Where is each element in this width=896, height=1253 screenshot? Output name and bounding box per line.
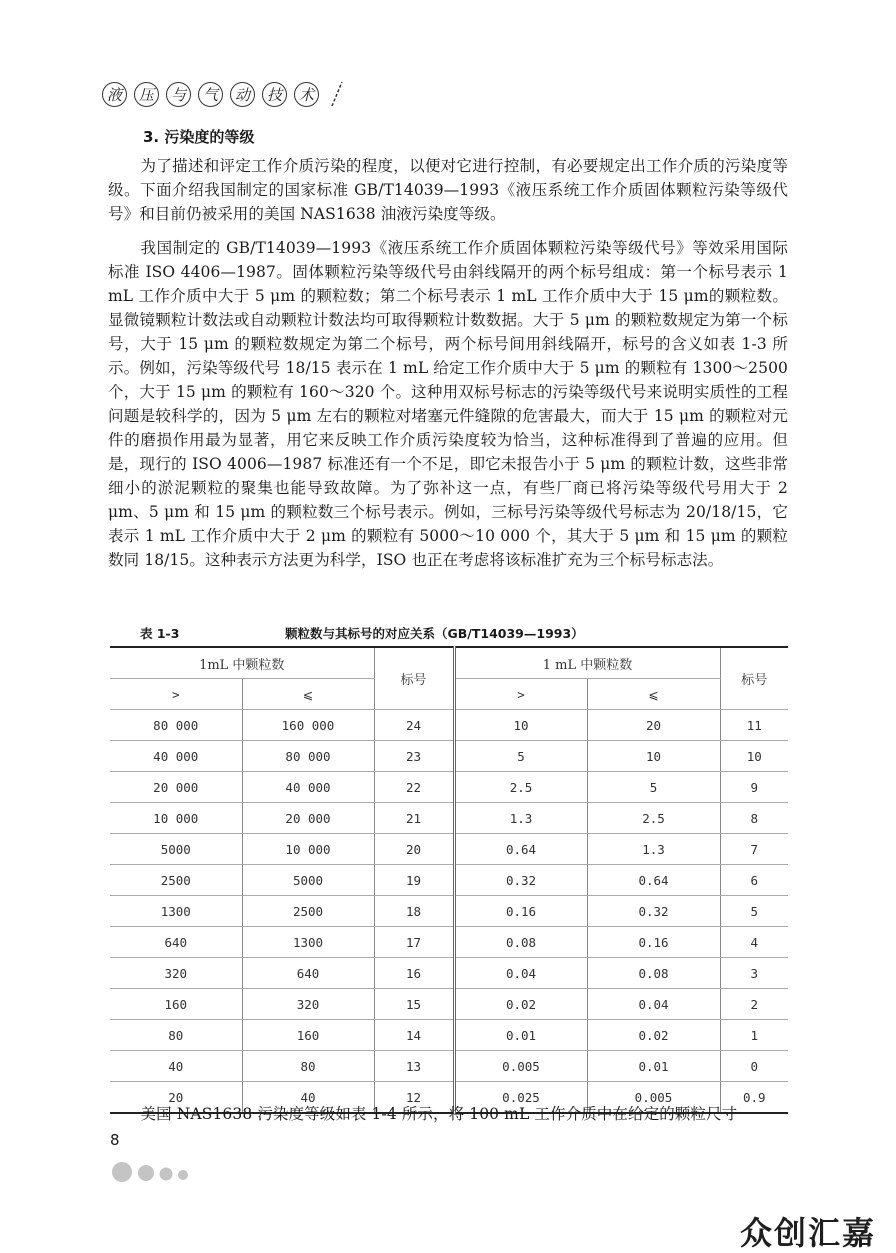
table-cell: 10 <box>720 741 788 772</box>
table-cell: 16 <box>374 958 454 989</box>
table-cell: 40 000 <box>110 741 242 772</box>
table-cell: 5000 <box>242 865 374 896</box>
table-cell: 0.04 <box>454 958 587 989</box>
table-cell: 20 000 <box>110 772 242 803</box>
table-cell: 2.5 <box>587 803 720 834</box>
header-char: 术 <box>294 82 319 107</box>
table-cell: 0.16 <box>454 896 587 927</box>
table-cell: 0.9 <box>720 1082 788 1114</box>
table-cell: 10 000 <box>242 834 374 865</box>
table-cell: 10 <box>587 741 720 772</box>
table-cell: 1 <box>720 1020 788 1051</box>
footer-dots-icon <box>110 1160 200 1184</box>
table-cell: 0.16 <box>587 927 720 958</box>
header-char: 动 <box>230 82 255 107</box>
table-cell: 0.32 <box>587 896 720 927</box>
table-cell: 5 <box>720 896 788 927</box>
watermark-logo <box>740 1212 890 1252</box>
table-cell: 1300 <box>242 927 374 958</box>
table-cell: 1.3 <box>587 834 720 865</box>
table-cell: 5000 <box>110 834 242 865</box>
header-char: 压 <box>134 82 159 107</box>
table-cell: 1.3 <box>454 803 587 834</box>
table-cell: 80 000 <box>110 710 242 741</box>
particle-count-table <box>110 646 788 1114</box>
table-row <box>110 741 788 772</box>
table-caption <box>140 624 800 642</box>
header-char: 技 <box>262 82 287 107</box>
table-cell: 7 <box>720 834 788 865</box>
section-title: 3. 污染度的等级 <box>143 128 255 146</box>
table-row <box>110 834 788 865</box>
svg-text:众创汇嘉: 众创汇嘉 <box>740 1214 877 1252</box>
header-char: 液 <box>102 82 127 107</box>
table-cell: 0.005 <box>454 1051 587 1082</box>
table-cell: 40 <box>110 1051 242 1082</box>
table-row <box>110 927 788 958</box>
table-cell: 0 <box>720 1051 788 1082</box>
table-row <box>110 772 788 803</box>
table-cell: 11 <box>720 710 788 741</box>
table-cell: 160 <box>242 1020 374 1051</box>
table-cell: 24 <box>374 710 454 741</box>
page-number: 8 <box>110 1131 120 1149</box>
table-cell: 1300 <box>110 896 242 927</box>
table-cell: 20 000 <box>242 803 374 834</box>
table-cell: 0.04 <box>587 989 720 1020</box>
table-cell: 0.02 <box>454 989 587 1020</box>
table-row <box>110 1020 788 1051</box>
table-cell: 22 <box>374 772 454 803</box>
table-cell: 9 <box>720 772 788 803</box>
table-cell: 8 <box>720 803 788 834</box>
table-row <box>110 896 788 927</box>
header-gt-left: > <box>110 679 242 710</box>
header-gt-right: > <box>454 679 587 710</box>
table-cell: 0.01 <box>454 1020 587 1051</box>
table-cell: 0.005 <box>587 1082 720 1114</box>
header-code-left: 标号 <box>374 647 454 710</box>
table-cell: 320 <box>242 989 374 1020</box>
table-row <box>110 989 788 1020</box>
table-cell: 0.01 <box>587 1051 720 1082</box>
table-cell: 2500 <box>110 865 242 896</box>
table-cell: 80 000 <box>242 741 374 772</box>
table-cell: 0.02 <box>587 1020 720 1051</box>
table-cell: 40 <box>242 1082 374 1114</box>
table-cell: 0.64 <box>454 834 587 865</box>
table-cell: 10 <box>454 710 587 741</box>
table-cell: 13 <box>374 1051 454 1082</box>
table-cell: 10 000 <box>110 803 242 834</box>
table-cell: 20 <box>110 1082 242 1114</box>
body-paragraph: 美国 NAS1638 污染度等级如表 1-4 所示，将 100 mL 工作介质中在给定的颗粒尺寸 <box>140 1105 738 1123</box>
table-cell: 3 <box>720 958 788 989</box>
table-row <box>110 958 788 989</box>
table-cell: 80 <box>110 1020 242 1051</box>
table-cell: 20 <box>374 834 454 865</box>
table-cell: 21 <box>374 803 454 834</box>
table-cell: 0.08 <box>587 958 720 989</box>
table-cell: 0.025 <box>454 1082 587 1114</box>
table-cell: 160 000 <box>242 710 374 741</box>
header-le-left: ⩽ <box>242 679 374 710</box>
table-cell: 17 <box>374 927 454 958</box>
table-number: 表 1-3 <box>140 626 180 641</box>
table-cell: 20 <box>587 710 720 741</box>
table-cell: 40 000 <box>242 772 374 803</box>
body-paragraph: 为了描述和评定工作介质污染的程度，以便对它进行控制，有必要规定出工作介质的污染度等级。下面介绍我国制定的国家标准 GB/T14039—1993《液压系统工作介质固体颗粒污染等级代号》和目前仍被采用的美国 NAS1638 油液污染度等级。 <box>108 157 788 223</box>
header-group-left: 1mL 中颗粒数 <box>110 647 374 679</box>
table-cell: 640 <box>110 927 242 958</box>
table-cell: 160 <box>110 989 242 1020</box>
table-cell: 0.08 <box>454 927 587 958</box>
table-cell: 320 <box>110 958 242 989</box>
table-cell: 0.32 <box>454 865 587 896</box>
table-row <box>110 803 788 834</box>
running-header <box>102 80 344 108</box>
table-cell: 14 <box>374 1020 454 1051</box>
header-code-right: 标号 <box>720 647 788 710</box>
table-cell: 80 <box>242 1051 374 1082</box>
header-slash-icon <box>330 80 344 108</box>
table-cell: 5 <box>454 741 587 772</box>
table-row <box>110 710 788 741</box>
table-cell: 2.5 <box>454 772 587 803</box>
header-char: 气 <box>198 82 223 107</box>
table-cell: 640 <box>242 958 374 989</box>
header-group-right: 1 mL 中颗粒数 <box>454 647 720 679</box>
table-cell: 2500 <box>242 896 374 927</box>
table-cell: 19 <box>374 865 454 896</box>
table-cell: 2 <box>720 989 788 1020</box>
header-char: 与 <box>166 82 191 107</box>
table-cell: 5 <box>587 772 720 803</box>
table-cell: 18 <box>374 896 454 927</box>
table-row <box>110 865 788 896</box>
table-title: 颗粒数与其标号的对应关系（GB/T14039—1993） <box>285 626 584 641</box>
table-cell: 12 <box>374 1082 454 1114</box>
table-cell: 0.64 <box>587 865 720 896</box>
table-cell: 4 <box>720 927 788 958</box>
body-paragraph: 我国制定的 GB/T14039—1993《液压系统工作介质固体颗粒污染等级代号》等效采用国际标准 ISO 4406—1987。固体颗粒污染等级代号由斜线隔开的两个标号组成：第一个标号表示 1 mL 工作介质中大于 5 μm 的颗粒数；第二个标号表示 1 mL 工作介质中大于 15 μm的颗粒数。显微镜颗粒计数法或自动颗粒计数法均可取得颗粒计数数据。大于 5 μm 的颗粒数规定为第一个标号，大于 15 μm 的颗粒数规定为第二个标号，两个标号间用斜线隔开，标号的含义如表 1-3 所示。例如，污染等级代号 18/15 表示在 1 mL 给定工作介质中大于 5 μm 的颗粒有 1300～2500 个，大于 15 μm 的颗粒有 160～320 个。这种用双标号标志的污染等级代号来说明实质性的工程问题是较科学的，因为 5 μm 左右的颗粒对堵塞元件缝隙的危害最大，而大于 15 μm 的颗粒对元件的磨损作用最为显著，用它来反映工作介质污染度较为恰当，这种标准得到了普遍的应用。但是，现行的 ISO 4006—1987 标准还有一个不足，即它未报告小于 5 μm 的颗粒计数，这些非常细小的淤泥颗粒的聚集也能导致故障。为了弥补这一点，有些厂商已将污染等级代号用大于 2 μm、5 μm 和 15 μm 的颗粒数三个标号表示。例如，三标号污染等级代号标志为 20/18/15，它表示 1 mL 工作介质中大于 2 μm 的颗粒有 5000～10 000 个，其大于 5 μm 和 15 μm 的颗粒数同 18/15。这种表示方法更为科学，ISO 也正在考虑将该标准扩充为三个标号标志法。 <box>108 239 788 569</box>
table-cell: 15 <box>374 989 454 1020</box>
table-row <box>110 1051 788 1082</box>
header-le-right: ⩽ <box>587 679 720 710</box>
table-cell: 6 <box>720 865 788 896</box>
table-cell: 23 <box>374 741 454 772</box>
